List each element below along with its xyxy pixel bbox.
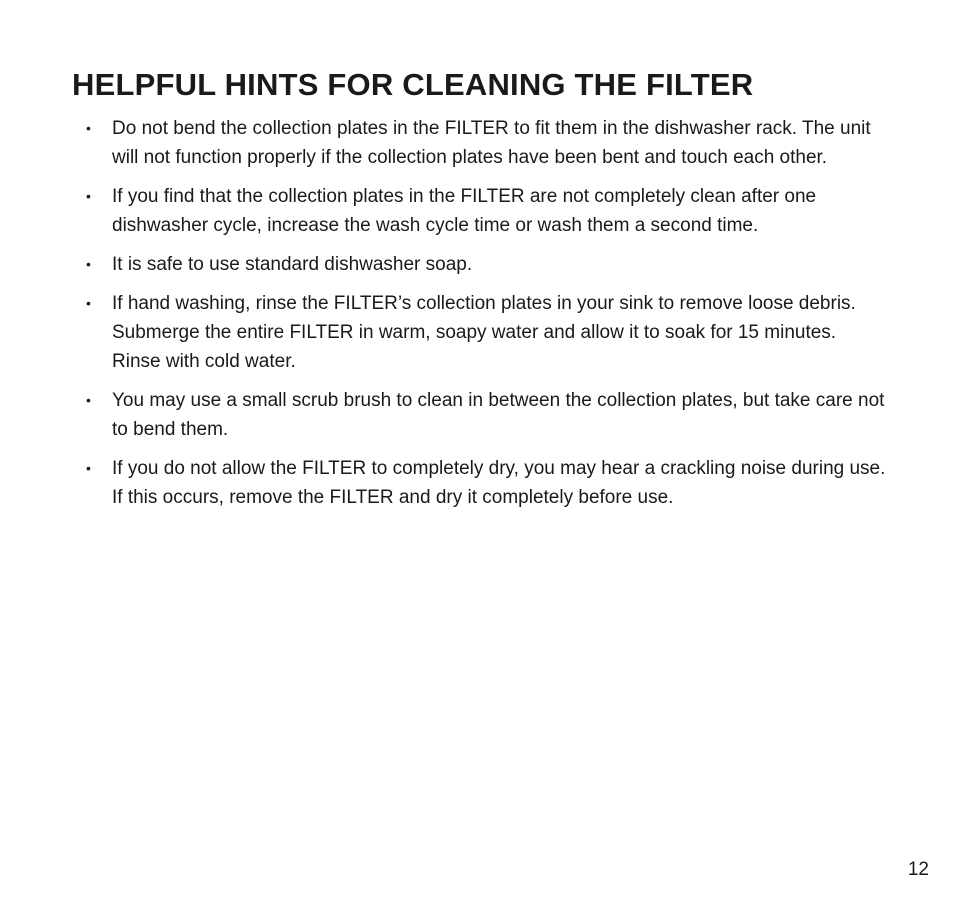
bullet-icon: • [86, 188, 91, 204]
list-item [86, 182, 886, 240]
bullet-icon: • [86, 392, 91, 408]
hint-text: Do not bend the collection plates in the FILTER to fit them in the dishwasher rack. The unit will not function properly if the collection plates have been bent and touch each other. [112, 118, 871, 168]
page-number: 12 [907, 859, 929, 880]
hint-text: If you do not allow the FILTER to completely dry, you may hear a crackling noise during use. If this occurs, remove the FILTER and dry it completely before use. [112, 458, 886, 508]
list-item [86, 289, 886, 376]
list-item [86, 454, 886, 512]
list-item [86, 386, 886, 444]
hints-list [86, 114, 886, 522]
list-item [86, 114, 886, 172]
page-heading: HELPFUL HINTS FOR CLEANING THE FILTER [72, 67, 754, 102]
bullet-icon: • [86, 295, 91, 311]
list-item [86, 250, 886, 279]
hint-text: You may use a small scrub brush to clean in between the collection plates, but take care not to bend them. [112, 390, 885, 440]
hint-text: It is safe to use standard dishwasher soap. [112, 254, 473, 275]
hint-text: If you find that the collection plates in the FILTER are not completely clean after one dishwasher cycle, increase the wash cycle time or wash them a second time. [112, 186, 817, 236]
bullet-icon: • [86, 256, 91, 272]
bullet-icon: • [86, 460, 91, 476]
bullet-icon: • [86, 120, 91, 136]
hint-text: If hand washing, rinse the FILTER’s collection plates in your sink to remove loose debris. Submerge the entire FILTER in warm, soapy water and allow it to soak for 15 minutes. Rinse with cold water. [112, 293, 856, 372]
